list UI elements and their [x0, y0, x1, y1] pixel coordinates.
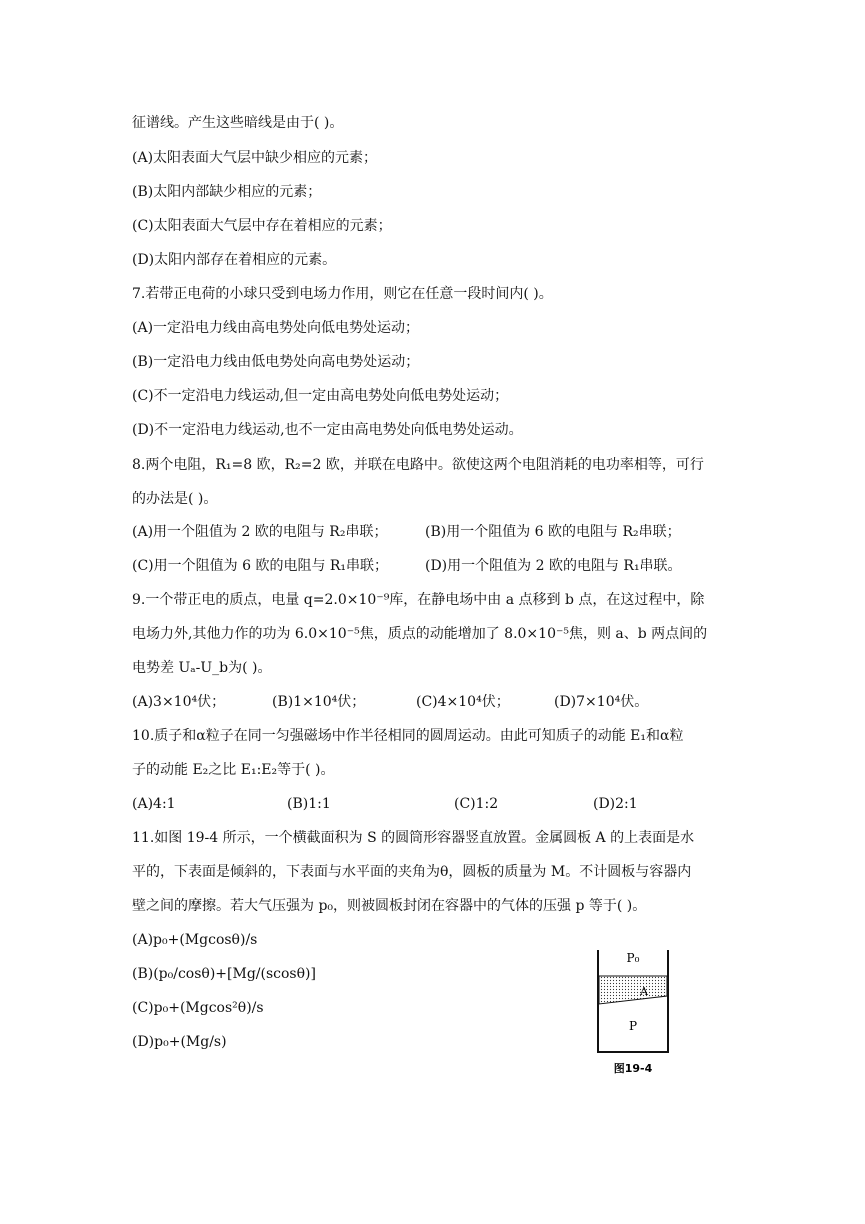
q6-option-b: (B)太阳内部缺少相应的元素； [132, 184, 322, 200]
q10-option-a: (A)4:1 [132, 796, 176, 812]
plate-a [599, 976, 667, 1004]
q8-stem-line1: 8.两个电阻，R₁=8 欧，R₂=2 欧，并联在电路中。欲使这两个电阻消耗的电功率相等，可行 [132, 457, 704, 473]
q10-option-b: (B)1:1 [287, 796, 331, 812]
q11-option-b: (B)(p₀/cosθ)+[Mg/(scosθ)] [132, 966, 316, 982]
q10-option-c: (C)1:2 [454, 796, 499, 812]
q8-option-d: (D)用一个阻值为 2 欧的电阻与 R₁串联。 [425, 558, 682, 574]
q7-stem: 7.若带正电荷的小球只受到电场力作用，则它在任意一段时间内( )。 [132, 286, 553, 302]
q9-option-d: (D)7×10⁴伏。 [554, 694, 649, 710]
q8-option-a: (A)用一个阻值为 2 欧的电阻与 R₂串联； [132, 524, 388, 540]
q6-option-a: (A)太阳表面大气层中缺少相应的元素； [132, 150, 378, 166]
q10-stem-line1: 10.质子和α粒子在同一匀强磁场中作半径相同的圆周运动。由此可知质子的动能 E₁和α粒 [132, 728, 684, 744]
q7-option-d: (D)不一定沿电力线运动,也不一定由高电势处向低电势处运动。 [132, 422, 523, 438]
q11-stem-line3: 壁之间的摩擦。若大气压强为 p₀，则被圆板封闭在容器中的气体的压强 p 等于( )。 [132, 898, 647, 914]
q11-stem-line1: 11.如图 19-4 所示，一个横截面积为 S 的圆筒形容器竖直放置。金属圆板 A 的上表面是水 [132, 830, 695, 846]
q10-stem-line2: 子的动能 E₂之比 E₁:E₂等于( )。 [132, 762, 335, 778]
figure-caption: 图19-4 [613, 1062, 653, 1075]
q9-stem-line1: 9.一个带正电的质点，电量 q=2.0×10⁻⁹库，在静电场中由 a 点移到 b 点，在这过程中，除 [132, 592, 705, 608]
q8-option-b: (B)用一个阻值为 6 欧的电阻与 R₂串联； [425, 524, 681, 540]
q9-option-a: (A)3×10⁴伏； [132, 694, 226, 710]
q6-stem: 征谱线。产生这些暗线是由于( )。 [132, 115, 344, 131]
q11-option-d: (D)p₀+(Mg/s) [132, 1034, 227, 1050]
q11-option-a: (A)p₀+(Mgcosθ)/s [132, 932, 258, 948]
q8-option-c: (C)用一个阻值为 6 欧的电阻与 R₁串联； [132, 558, 389, 574]
q7-option-a: (A)一定沿电力线由高电势处向低电势处运动； [132, 320, 420, 336]
q8-stem-line2: 的办法是( )。 [132, 491, 218, 507]
q6-option-d: (D)太阳内部存在着相应的元素。 [132, 252, 337, 268]
q11-option-c: (C)p₀+(Mgcos²θ)/s [132, 1000, 264, 1016]
q11-stem-line2: 平的，下表面是倾斜的，下表面与水平面的夹角为θ，圆板的质量为 M。不计圆板与容器内 [132, 864, 692, 880]
q6-option-c: (C)太阳表面大气层中存在着相应的元素； [132, 218, 392, 234]
label-a: A [640, 985, 648, 998]
figure-19-4 [588, 940, 678, 1080]
label-p: P [628, 1019, 638, 1033]
q9-stem-line2: 电场力外,其他力作的功为 6.0×10⁻⁵焦，质点的动能增加了 8.0×10⁻⁵焦，则 a、b 两点间的 [132, 626, 708, 642]
q10-option-d: (D)2:1 [593, 796, 638, 812]
q9-stem-line3: 电势差 Uₐ-U_b为( )。 [132, 660, 272, 676]
label-p0: P₀ [626, 951, 640, 965]
q9-option-b: (B)1×10⁴伏； [272, 694, 366, 710]
q9-option-c: (C)4×10⁴伏； [416, 694, 510, 710]
q7-option-b: (B)一定沿电力线由低电势处向高电势处运动； [132, 354, 420, 370]
q7-option-c: (C)不一定沿电力线运动,但一定由高电势处向低电势处运动； [132, 388, 509, 404]
